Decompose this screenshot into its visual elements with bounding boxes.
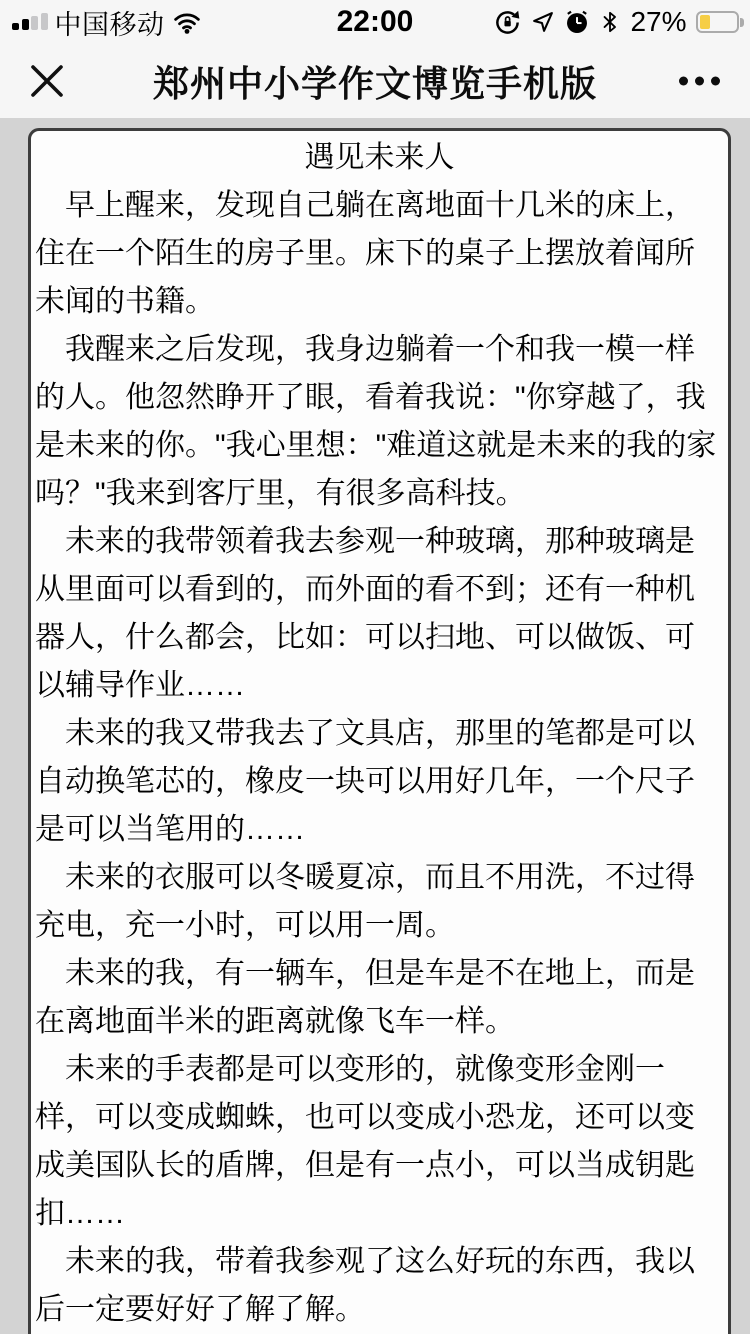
essay-paragraph: 未来的我带领着我去参观一种玻璃，那种玻璃是从里面可以看到的，而外面的看不到；还有一种机器人，什么都会，比如：可以扫地、可以做饭、可以辅导作业…… (35, 525, 695, 702)
webview-scroll-area[interactable] (0, 118, 750, 1334)
essay-title: 遇见未来人 (304, 141, 455, 174)
essay-paragraph: 未来的我又带我去了文具店，那里的笔都是可以自动换笔芯的，橡皮一块可以用好几年，一个尺子是可以当笔用的…… (35, 717, 695, 846)
wifi-icon (172, 10, 202, 34)
alarm-clock-icon (564, 9, 590, 35)
essay-paragraph: 未来的我，带着我参观了这么好玩的东西，我以后一定要好好了解了解。 (35, 1245, 695, 1326)
close-x-icon (30, 64, 64, 98)
more-ellipsis-icon (679, 77, 688, 86)
essay-paragraph: 未来的我，有一辆车，但是车是不在地上，而是在离地面半米的距离就像飞车一样。 (35, 957, 695, 1038)
essay-paragraph: 未来的手表都是可以变形的，就像变形金刚一样，可以变成蜘蛛，也可以变成小恐龙，还可以变成美国队长的盾牌，但是有一点小，可以当成钥匙扣…… (35, 1053, 695, 1230)
page-title: 郑州中小学作文博览手机版 (152, 62, 597, 104)
battery-percent-label: 27% (630, 6, 687, 37)
clock-label: 22:00 (336, 5, 414, 38)
location-arrow-icon (530, 10, 555, 35)
close-button[interactable] (28, 62, 66, 100)
battery-icon (696, 11, 745, 33)
carrier-label: 中国移动 (54, 9, 165, 40)
cellular-signal-icon (12, 13, 48, 31)
status-bar (0, 0, 750, 44)
bluetooth-icon (599, 9, 621, 35)
rotation-lock-icon (494, 9, 521, 36)
essay-paragraph: 未来的衣服可以冬暖夏凉，而且不用洗，不过得充电，充一小时，可以用一周。 (35, 861, 695, 942)
essay-paragraph: 我醒来之后发现，我身边躺着一个和我一模一样的人。他忽然睁开了眼，看着我说："你穿越了，我是未来的你。"我心里想："难道这就是未来的我的家吗？"我来到客厅里，有很多高科技。 (35, 333, 717, 510)
essay-paragraph: 早上醒来，发现自己躺在离地面十几米的床上，住在一个陌生的房子里。床下的桌子上摆放着闻所未闻的书籍。 (35, 189, 695, 318)
status-right-group (494, 6, 744, 38)
essay-card (28, 128, 731, 1334)
status-left-group (12, 3, 202, 42)
more-button[interactable] (677, 67, 722, 96)
nav-bar (0, 44, 750, 118)
